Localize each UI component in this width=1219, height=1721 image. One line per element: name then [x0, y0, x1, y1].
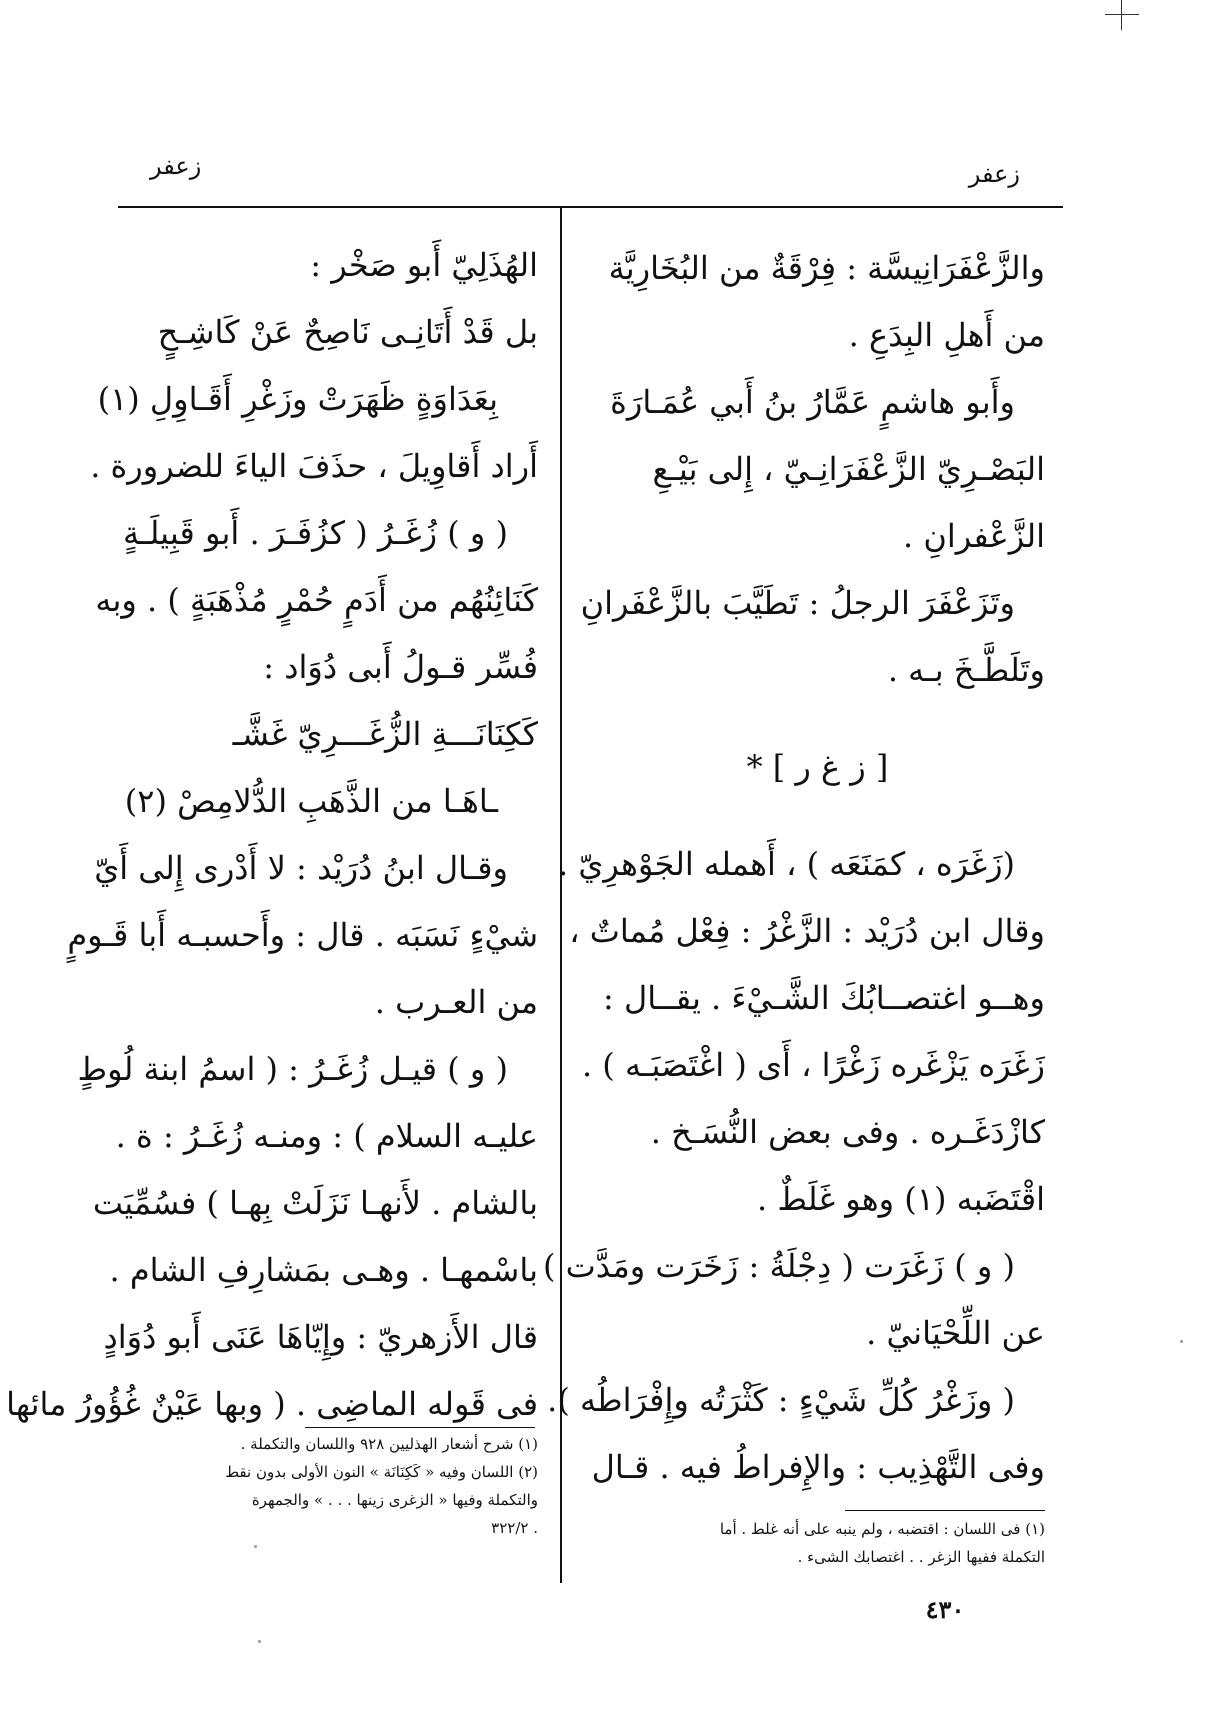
running-header-left: زعفر	[150, 152, 202, 180]
text-line: عليـه السلام ) : ومنـه زُغَـرُ : ة .	[115, 1117, 538, 1155]
footnote-line: (١) فى اللسان : اقتضبه ، ولم ينبه على أنه غلط . أما	[719, 1520, 1045, 1538]
text-line: ( و ) زَغَرَت ( دِجْلَةُ : زَخَرَت ومَدَّت )	[543, 1247, 1015, 1285]
text-line: بالشام . لأَنهـا نَزَلَتْ بِهـا ) فسُمِّيَت	[92, 1184, 538, 1222]
footnote-line: والتكملة وفيها « الزغرى زينها . . . » والجمهرة	[251, 1491, 538, 1509]
speck-dot	[258, 1640, 261, 1643]
text-line: وتَزَعْفَرَ الرجلُ : تَطَيَّبَ بالزَّعْفَرانِ	[580, 584, 1015, 622]
header-rule	[118, 206, 1063, 208]
entry-heading: [ ز غ ر ] *	[746, 748, 889, 786]
poem-line: بل قَدْ أَتَانِـى نَاصِحٌ عَنْ كَاشِـحٍ	[157, 313, 538, 351]
text-line: ( وزَغْرُ كُلِّ شَيْءٍ : كَثْرَتُه وإِفْرَاطُه ).	[547, 1381, 1015, 1419]
footnotes-right	[590, 1515, 1045, 1571]
text-line: ( و ) زُغَـرُ ( كزُفَـرَ . أَبو قَبِيلَـةٍ	[123, 514, 508, 552]
text-line: اقْتَضَبه (١) وهو غَلَطٌ .	[757, 1180, 1045, 1218]
poem-line: ـاهَـا من الذَّهَبِ الدُّلامِصْ (٢)	[124, 782, 498, 820]
footnotes-left	[78, 1430, 538, 1542]
left-column	[6, 232, 538, 1438]
text-line: كَنَائِنُهُم من أَدَمٍ حُمْرٍ مُذْهَبَةٍ ) . وبه	[95, 581, 538, 619]
text-line: فُسِّر قـولُ أَبى دُوَاد :	[263, 648, 538, 686]
text-line: (زَغَرَه ، كمَنَعَه ) ، أَهمله الجَوْهرِيّ .	[557, 845, 1015, 883]
text-line: قال الأَزهريّ : وإِيّاهَا عَنَى أَبو دُوَادٍ	[103, 1318, 538, 1356]
text-line: فى قَوله الماضِى . ( وبها عَيْنٌ غُؤُورُ مائها	[6, 1385, 538, 1423]
text-line: البَصْـرِيّ الزَّعْفَرَانِـيّ ، إِلى بَيْـعِ	[652, 450, 1045, 488]
right-column	[543, 235, 1045, 1501]
footnote-line: (٢) اللسان وفيه « كَكِنَانَة » النون الأولى بدون نقط	[225, 1463, 538, 1481]
speck-dot	[254, 1545, 257, 1548]
text-line: ( و ) قيـل زُغَـرُ : ( اسمُ ابنة لُوطٍ	[77, 1050, 508, 1088]
text-line: باسْمهـا . وهـى بمَشارِفِ الشام .	[109, 1251, 538, 1289]
text-line: وهــو اغتصــابُكَ الشَّـيْءَ . يقــال :	[603, 979, 1045, 1017]
text-line: وتَلَطَّـخَ بـه .	[887, 651, 1045, 689]
text-line: من العـرب .	[374, 983, 538, 1021]
text-line: عن اللِّحْيَانيّ .	[866, 1314, 1045, 1352]
crop-mark-icon	[1105, 0, 1139, 30]
text-line: وقال ابن دُرَيْد : الزَّغْرُ : فِعْل مُماتٌ ،	[569, 912, 1045, 950]
text-line: والزَّعْفَرَانِيسَّة : فِرْقَةٌ من البُخَارِيَّة	[608, 249, 1045, 287]
page-number: ٤٣٠	[925, 1595, 965, 1624]
text-line: وقـال ابنُ دُرَيْد : لا أَدْرى إِلى أَيّ	[94, 849, 508, 887]
text-line: الهُذَلِيّ أَبو صَخْر :	[310, 246, 538, 284]
text-line: من أَهلِ البِدَعِ .	[848, 316, 1045, 354]
text-line: شيْءٍ نَسَبَه . قال : وأَحسبـه أَبا قَـومٍ	[67, 916, 538, 954]
text-line: وفى التَّهْذِيب : والإِفراطُ فيه . قـال	[591, 1448, 1045, 1486]
text-line: وأَبو هاشمٍ عَمَّارُ بنُ أَبي عُمَـارَةَ	[610, 383, 1015, 421]
footnote-line: (١) شرح أشعار الهذليين ٩٢٨ واللسان والتكملة .	[240, 1435, 538, 1453]
text-line: الزَّعْفرانِ .	[903, 517, 1045, 555]
poem-line: كَكِنَانَـــةِ الزُّغَـــرِيّ غَشَّـ	[232, 715, 538, 753]
running-header-right: زعفر	[968, 160, 1020, 188]
footnote-rule-left	[305, 1427, 535, 1428]
footnote-rule-right	[845, 1510, 1045, 1511]
speck-dot	[1180, 1340, 1183, 1343]
text-line: أَراد أَقاوِيلَ ، حذَفَ الياءَ للضرورة .	[90, 447, 538, 485]
footnote-line: . ٣٢٢/٢	[491, 1519, 538, 1537]
text-line: زَغَرَه يَزْغَره زَغْرًا ، أَى ( اغْتَصَبَـه ) .	[581, 1046, 1045, 1084]
text-line: كازْدَغَـره . وفى بعض النُّسَـخ .	[650, 1113, 1045, 1151]
poem-line: بِعَدَاوَةٍ ظَهَرَتْ وزَغْرِ أَقَـاوِلِ (١)	[97, 380, 498, 418]
footnote-line: التكملة ففيها الزغر . . اغتصابك الشىء .	[797, 1548, 1045, 1566]
